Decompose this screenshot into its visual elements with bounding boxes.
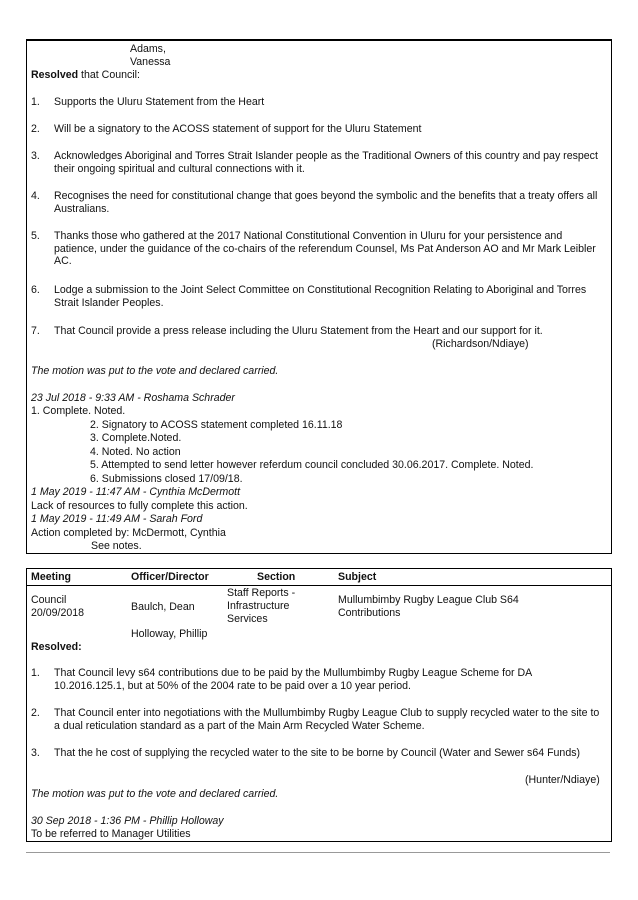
resolved-heading: Resolved: — [31, 641, 82, 653]
item-number: 6. — [31, 284, 40, 296]
note-text: Lack of resources to fully complete this action. — [31, 500, 248, 512]
action-record-rugby-league — [26, 568, 612, 842]
section-value-line-2: Infrastructure — [227, 600, 290, 612]
resolved-heading — [31, 69, 140, 82]
note-line: 3. Complete.Noted. — [90, 432, 182, 444]
note-text: To be referred to Manager Utilities — [31, 828, 191, 840]
item-text: Lodge a submission to the Joint Select Committee on Constitutional Recognition Relating to Aboriginal and Torres Strait Islander Peoples. — [54, 284, 587, 309]
note-line: 5. Attempted to send letter however referdum council concluded 30.06.2017. Complete. Noted. — [90, 459, 534, 471]
item-text: Thanks those who gathered at the 2017 National Constitutional Convention in Uluru for your persistence and patience, under the guidance of the co-chairs of the referendum Counsel, Ms Pat Anderson AO and Mr Mark Leibler AC. — [54, 230, 596, 268]
item-text: That Council levy s64 contributions due to be paid by the Mullumbimby Rugby League Scheme for DA 10.2016.125.1, but at 50% of the 2004 rate to be paid over a 10 year period. — [54, 667, 532, 692]
item-text: Will be a signatory to the ACOSS statement of support for the Uluru Statement — [54, 123, 422, 135]
note-line: 6. Submissions closed 17/09/18. — [90, 473, 243, 485]
motion-result: The motion was put to the vote and declared carried. — [31, 788, 279, 800]
item-text: That the he cost of supplying the recycled water to the site to be borne by Council (Water and Sewer s64 Funds) — [54, 747, 581, 759]
note-line: 4. Noted. No action — [90, 446, 181, 458]
note-text: Action completed by: McDermott, Cynthia — [31, 527, 226, 539]
item-text: Acknowledges Aboriginal and Torres Strait Islander people as the Traditional Owners of this country and pay respect their ongoing spiritual and cultural connections with it. — [54, 150, 598, 175]
header-section: Section — [257, 571, 296, 583]
item-number: 3. — [31, 747, 40, 759]
officer-value-2: Holloway, Phillip — [131, 628, 208, 640]
item-number: 7. — [31, 325, 40, 337]
meeting-value-line-1: Council — [31, 594, 67, 606]
officer-name-line-2: Vanessa — [130, 56, 171, 68]
resolved-intro: that Council: — [78, 69, 140, 81]
item-number: 4. — [31, 190, 40, 202]
item-text: Recognises the need for constitutional change that goes beyond the symbolic and the benefits that a treaty offers all Australians. — [54, 190, 598, 215]
item-number: 1. — [31, 667, 40, 679]
action-record-uluru — [26, 39, 612, 554]
subject-value-line-2: Contributions — [338, 607, 401, 619]
item-number: 1. — [31, 96, 40, 108]
subject-value-line-1: Mullumbimby Rugby League Club S64 — [338, 594, 519, 606]
officer-value-1: Baulch, Dean — [131, 601, 195, 613]
header-officer: Officer/Director — [131, 571, 209, 583]
item-text: That Council enter into negotiations with the Mullumbimby Rugby League Club to supply recycled water to the site to a dual reticulation standard as a part of the Main Arm Recycled Water Scheme. — [54, 707, 600, 732]
note-header: 1 May 2019 - 11:49 AM - Sarah Ford — [31, 513, 203, 525]
officer-name-line-1: Adams, — [130, 43, 166, 55]
item-text: That Council provide a press release including the Uluru Statement from the Heart and our support for it. — [54, 325, 543, 337]
item-number: 2. — [31, 707, 40, 719]
header-meeting: Meeting — [31, 571, 72, 583]
section-value-line-3: Services — [227, 613, 268, 625]
note-header: 30 Sep 2018 - 1:36 PM - Phillip Holloway — [31, 815, 224, 827]
note-line: 2. Signatory to ACOSS statement completed 16.11.18 — [90, 419, 343, 431]
section-value-line-1: Staff Reports - — [227, 587, 296, 599]
motion-result: The motion was put to the vote and declared carried. — [31, 365, 279, 377]
item-number: 5. — [31, 230, 40, 242]
note-header: 1 May 2019 - 11:47 AM - Cynthia McDermott — [31, 486, 241, 498]
mover-seconder: (Hunter/Ndiaye) — [525, 774, 600, 786]
item-text: Supports the Uluru Statement from the Heart — [54, 96, 265, 108]
meeting-value-line-2: 20/09/2018 — [31, 607, 85, 619]
item-number: 2. — [31, 123, 40, 135]
table-header-row — [27, 569, 611, 586]
item-number: 3. — [31, 150, 40, 162]
footer-divider — [26, 852, 610, 853]
header-subject: Subject — [338, 571, 377, 583]
note-text: See notes. — [91, 540, 142, 552]
resolved-label: Resolved — [31, 69, 79, 81]
note-header: 23 Jul 2018 - 9:33 AM - Roshama Schrader — [31, 392, 235, 404]
note-line: 1. Complete. Noted. — [31, 405, 126, 417]
mover-seconder: (Richardson/Ndiaye) — [432, 338, 529, 350]
